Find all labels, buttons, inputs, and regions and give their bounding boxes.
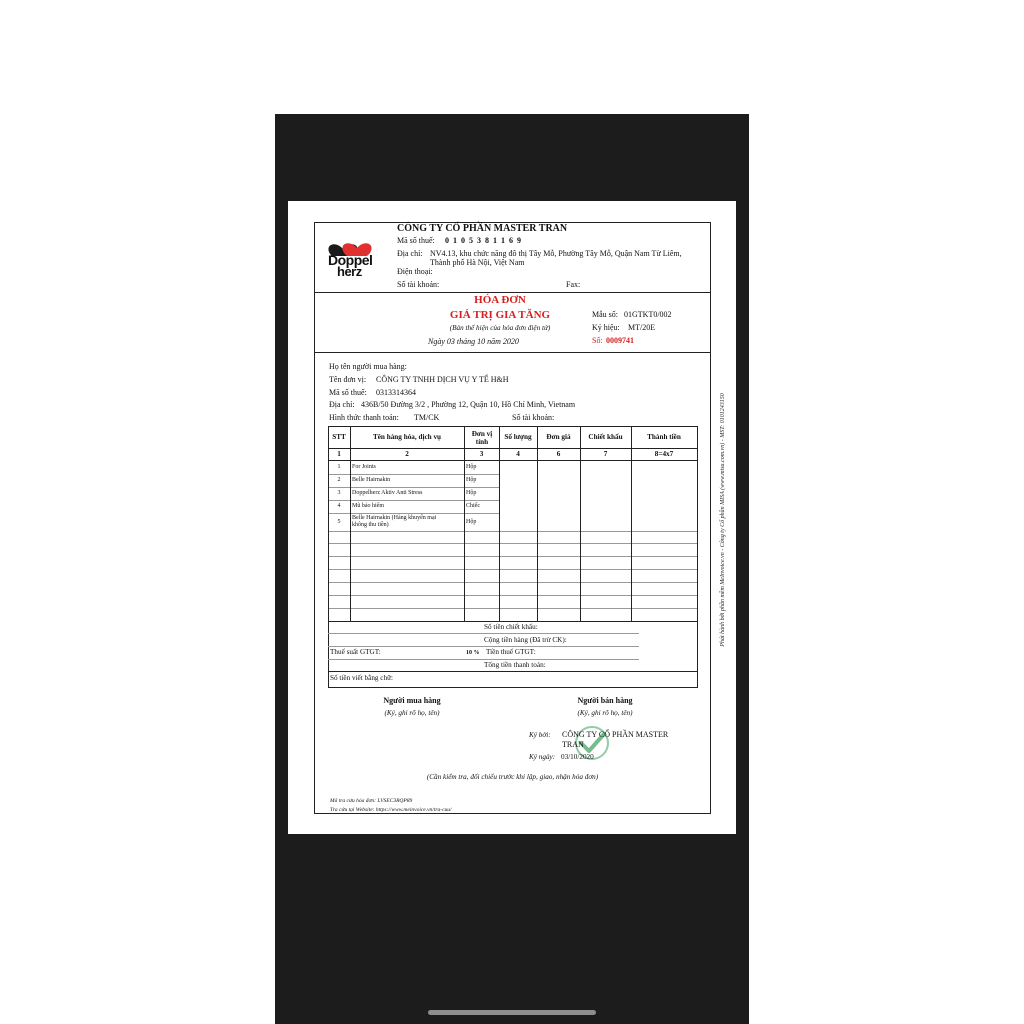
index-cell: 4 (516, 450, 520, 458)
invoice-subtitle-vat: GIÁ TRỊ GIA TĂNG (449, 309, 551, 321)
row-unit: Hộp (466, 477, 477, 483)
vat-rate-label: Thuế suất GTGT: (330, 648, 381, 656)
company-name: CÔNG TY CỔ PHẦN MASTER TRAN (397, 223, 568, 234)
row-unit: Hộp (466, 519, 477, 525)
row-unit: Hộp (466, 464, 477, 470)
grand-total-label: Tổng tiền thanh toán: (484, 661, 546, 669)
table-bottom-line (328, 687, 697, 688)
company-account-label: Số tài khoản: (397, 280, 440, 289)
invoice-electronic-note: (Bản thể hiện của hóa đơn điện tử) (449, 324, 551, 332)
row-stt: 5 (337, 519, 341, 525)
header-divider (314, 292, 711, 293)
company-address-line2: Thành phố Hà Nội, Việt Nam (430, 258, 525, 267)
row-name: Belle Hairnakin (Hàng khuyến mại (352, 515, 437, 521)
goods-total-label: Cộng tiền hàng (Đã trừ CK): (484, 636, 567, 644)
invoice-symbol-label: Ký hiệu: (592, 323, 620, 332)
row-unit: Hộp (466, 490, 477, 496)
buyer-tax-label: Mã số thuế: (329, 388, 367, 397)
col-header-discount: Chiết khấu (588, 433, 623, 441)
verification-note: (Cần kiểm tra, đối chiếu trước khi lập, giao, nhận hóa đơn) (426, 773, 599, 781)
invoice-symbol-value: MT/20E (628, 323, 656, 332)
col-header-qty: Số lượng (504, 433, 532, 441)
totals-line (328, 671, 697, 672)
row-stt: 3 (337, 490, 341, 496)
col-header-price: Đơn giá (546, 433, 571, 441)
company-tax-label: Mã số thuế: (397, 236, 435, 245)
buyer-address-value: 436B/50 Đường 3/2 , Phường 12, Quận 10, Hồ Chí Minh, Vietnam (361, 400, 576, 409)
signed-date-value: 03/10/2020 (561, 753, 594, 761)
buyer-name-label: Họ tên người mua hàng: (329, 362, 407, 371)
row-stt: 1 (337, 464, 341, 470)
logo-text-doppel: Doppel (328, 252, 373, 268)
invoice-number-value: 0009741 (606, 336, 634, 345)
col-header-amount: Thành tiền (647, 433, 681, 441)
index-cell: 3 (479, 450, 484, 458)
invoice-date: Ngày 03 tháng 10 năm 2020 (428, 337, 519, 346)
vat-amount-label: Tiền thuế GTGT: (486, 648, 536, 656)
signed-by-label: Ký bởi: (529, 731, 551, 739)
invoice-number-label: Số: (592, 336, 603, 345)
row-unit: Chiếc (466, 503, 480, 509)
seller-signature-title: Người bán hàng (577, 696, 633, 705)
invoice-form-value: 01GTKT0/002 (624, 310, 672, 319)
row-name: Mũ bảo hiểm (352, 503, 384, 509)
side-publisher-note (718, 365, 728, 675)
side-publisher-text: Phát hành bởi phần mềm MeInvoice.vn - Công ty Cổ phần MISA (www.misa.com.vn) - MST: 0101243150 (720, 393, 726, 647)
discount-label: Số tiền chiết khấu: (484, 623, 538, 631)
buyer-signature-title: Người mua hàng (383, 696, 441, 705)
buyer-payment-label: Hình thức thanh toán: (329, 413, 399, 422)
buyer-account-label: Số tài khoản: (512, 413, 555, 422)
index-cell: 1 (337, 450, 341, 458)
row-stt: 2 (337, 477, 341, 483)
col-header-stt: STT (332, 433, 346, 441)
invoice-title: HÓA ĐƠN (474, 294, 526, 306)
row-name: Doppelherz Aktiv Anti Stress (352, 490, 423, 496)
row-name: For Joints (352, 464, 376, 470)
totals-line (328, 659, 639, 660)
buyer-signature-note: (Ký, ghi rõ họ, tên) (384, 709, 440, 717)
index-cell: 7 (603, 450, 608, 458)
company-phone-label: Điện thoại: (397, 267, 433, 276)
buyer-unit-label: Tên đơn vị: (329, 375, 367, 384)
seller-signature-note: (Ký, ghi rõ họ, tên) (577, 709, 633, 717)
vat-rate-value: 10 % (466, 650, 480, 656)
totals-line (328, 633, 639, 634)
signed-by-value-line2: TRAN (562, 740, 584, 749)
signed-date-label: Ký ngày: (529, 753, 556, 761)
company-fax-label: Fax: (566, 280, 581, 289)
row-stt: 4 (337, 503, 341, 509)
invoice-form-label: Mẫu số: (592, 310, 618, 319)
signed-by-value: CÔNG TY CỔ PHẦN MASTER (562, 730, 669, 739)
index-cell: 2 (405, 450, 409, 458)
totals-line (328, 646, 639, 647)
in-words-label: Số tiền viết bằng chữ: (330, 674, 393, 682)
logo-text-herz: herz (337, 264, 362, 279)
col-header-unit: Đơn vị tính (471, 430, 493, 446)
lookup-website-link[interactable]: Tra cứu tại Website: https://www.meinvoice.vn/tra-cuu/ (330, 807, 452, 813)
buyer-tax-value: 0313314364 (376, 388, 416, 397)
index-cell: 8=4x7 (654, 450, 674, 458)
lookup-code: Mã tra cứu hóa đơn: LVSEC3RQP89 (330, 798, 413, 804)
col-header-name: Tên hàng hóa, dịch vụ (372, 433, 442, 441)
home-indicator-bar[interactable] (428, 1010, 596, 1015)
index-cell: 6 (556, 450, 561, 458)
buyer-unit-value: CÔNG TY TNHH DỊCH VỤ Y TẾ H&H (376, 375, 509, 384)
buyer-payment-value: TM/CK (414, 413, 440, 422)
company-address-label: Địa chỉ: (397, 249, 423, 258)
buyer-address-label: Địa chỉ: (329, 400, 355, 409)
title-divider (314, 352, 711, 353)
company-tax-code: 0 1 0 5 3 8 1 1 6 9 (445, 236, 522, 245)
row-name-line2: không thu tiền) (352, 522, 389, 528)
company-address-line1: NV4.13, khu chức năng đô thị Tây Mỗ, Phường Tây Mỗ, Quận Nam Từ Liêm, (430, 249, 682, 258)
row-name: Belle Hairnakin (352, 477, 391, 483)
